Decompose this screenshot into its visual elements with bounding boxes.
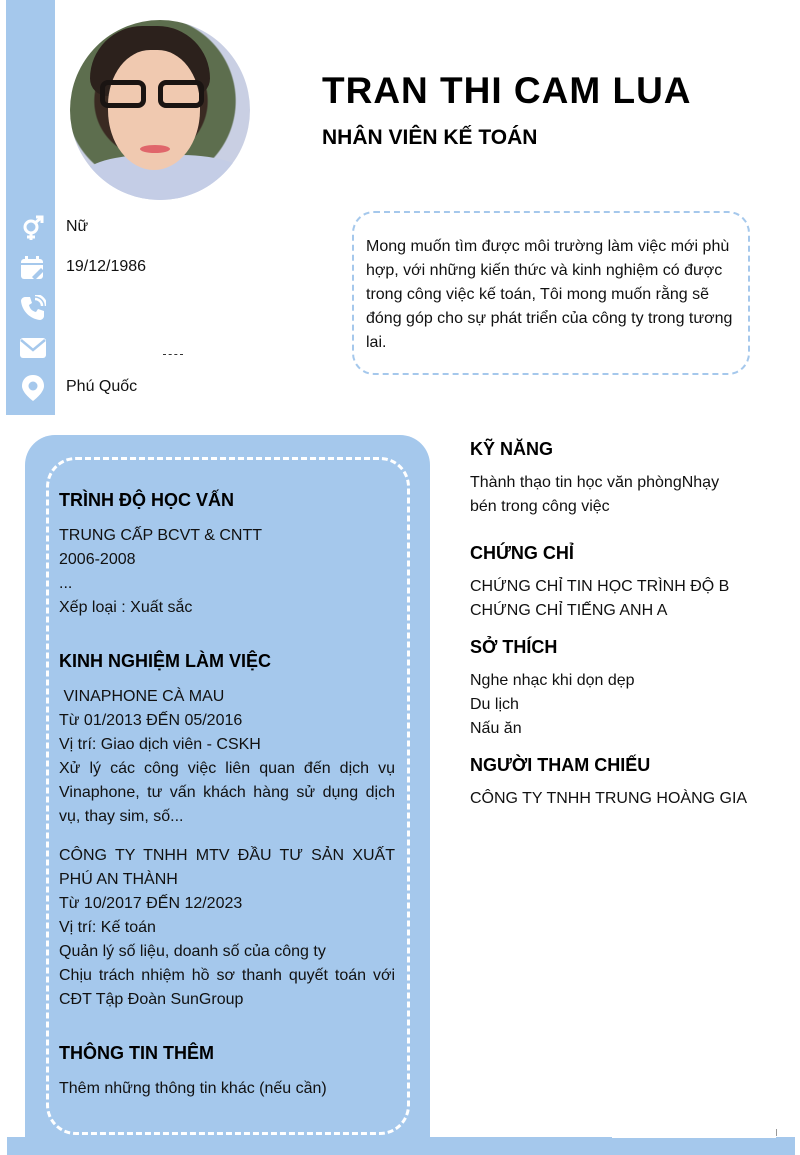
birthday-value: 19/12/1986 — [66, 258, 147, 275]
extra-info-body: Thêm những thông tin khác (nếu cần) — [59, 1080, 327, 1097]
hobby-item: Nấu ăn — [470, 720, 522, 737]
hobbies-title: SỞ THÍCH — [470, 637, 558, 657]
job-description: Chịu trách nhiệm hồ sơ thanh quyết toán với CĐT Tập Đoàn SunGroup — [59, 967, 395, 1008]
candidate-name: TRAN THI CAM LUA — [322, 70, 692, 111]
avatar — [70, 20, 250, 200]
education-ellipsis: ... — [59, 575, 73, 592]
info-location — [0, 374, 300, 404]
info-birthday — [0, 254, 300, 284]
job-period: Từ 01/2013 ĐẾN 05/2016 — [59, 712, 243, 729]
gender-value: Nữ — [66, 218, 89, 235]
references-title: NGƯỜI THAM CHIẾU — [470, 755, 651, 775]
extra-info-title: THÔNG TIN THÊM — [59, 1043, 214, 1063]
job-description: Quản lý số liệu, doanh số của công ty — [59, 943, 326, 960]
gender-icon — [19, 214, 47, 242]
job-title: NHÂN VIÊN KẾ TOÁN — [322, 126, 538, 149]
divider — [163, 354, 183, 357]
skills-title: KỸ NĂNG — [470, 439, 554, 459]
location-icon — [19, 374, 47, 402]
hobbies-list — [470, 669, 780, 741]
hobby-item: Nghe nhạc khi dọn dẹp — [470, 672, 635, 689]
bottom-band — [7, 1137, 795, 1155]
experience-job-1 — [59, 685, 395, 829]
info-gender — [0, 214, 300, 244]
job-company: CÔNG TY TNHH MTV ĐẦU TƯ SẢN XUẤT PHÚ AN THÀNH — [59, 847, 395, 888]
education-school: TRUNG CẤP BCVT & CNTT — [59, 527, 262, 544]
location-value: Phú Quốc — [66, 378, 138, 395]
job-period: Từ 10/2017 ĐẾN 12/2023 — [59, 895, 243, 912]
experience-job-2 — [59, 844, 395, 1012]
skills-body: Thành thạo tin học văn phòngNhạy bén trong công việc — [470, 474, 720, 515]
certificate-item: CHỨNG CHỈ TIN HỌC TRÌNH ĐỘ B — [470, 578, 730, 595]
certificates-title: CHỨNG CHỈ — [470, 543, 574, 563]
career-objective: Mong muốn tìm được môi trường làm việc mới phù hợp, với những kiến thức và kinh nghiệm có được trong công việc kế toán, Tôi mong muốn rằng sẽ đóng góp cho sự phát triển của công ty trong tương lai. — [352, 211, 750, 375]
certificates-list — [470, 575, 780, 623]
certificate-item: CHỨNG CHỈ TIẾNG ANH A — [470, 602, 668, 619]
education-years: 2006-2008 — [59, 551, 136, 568]
calendar-icon — [19, 254, 47, 282]
job-description: Xử lý các công việc liên quan đến dịch vụ Vinaphone, tư vấn khách hàng sử dụng dịch vụ, thay sim, số... — [59, 760, 395, 825]
education-grade: Xếp loại : Xuất sắc — [59, 599, 193, 616]
phone-icon — [19, 294, 47, 322]
experience-title: KINH NGHIỆM LÀM VIỆC — [59, 651, 272, 671]
info-email[interactable] — [0, 334, 300, 364]
job-role: Vị trí: Giao dịch viên - CSKH — [59, 736, 261, 753]
education-title: TRÌNH ĐỘ HỌC VẤN — [59, 490, 234, 510]
email-icon — [19, 334, 47, 362]
hobby-item: Du lịch — [470, 696, 519, 713]
education-body — [59, 524, 395, 620]
info-phone[interactable] — [0, 294, 300, 324]
references-body: CÔNG TY TNHH TRUNG HOÀNG GIA — [470, 790, 748, 807]
job-role: Vị trí: Kế toán — [59, 919, 156, 936]
job-company: VINAPHONE CÀ MAU — [59, 688, 225, 705]
